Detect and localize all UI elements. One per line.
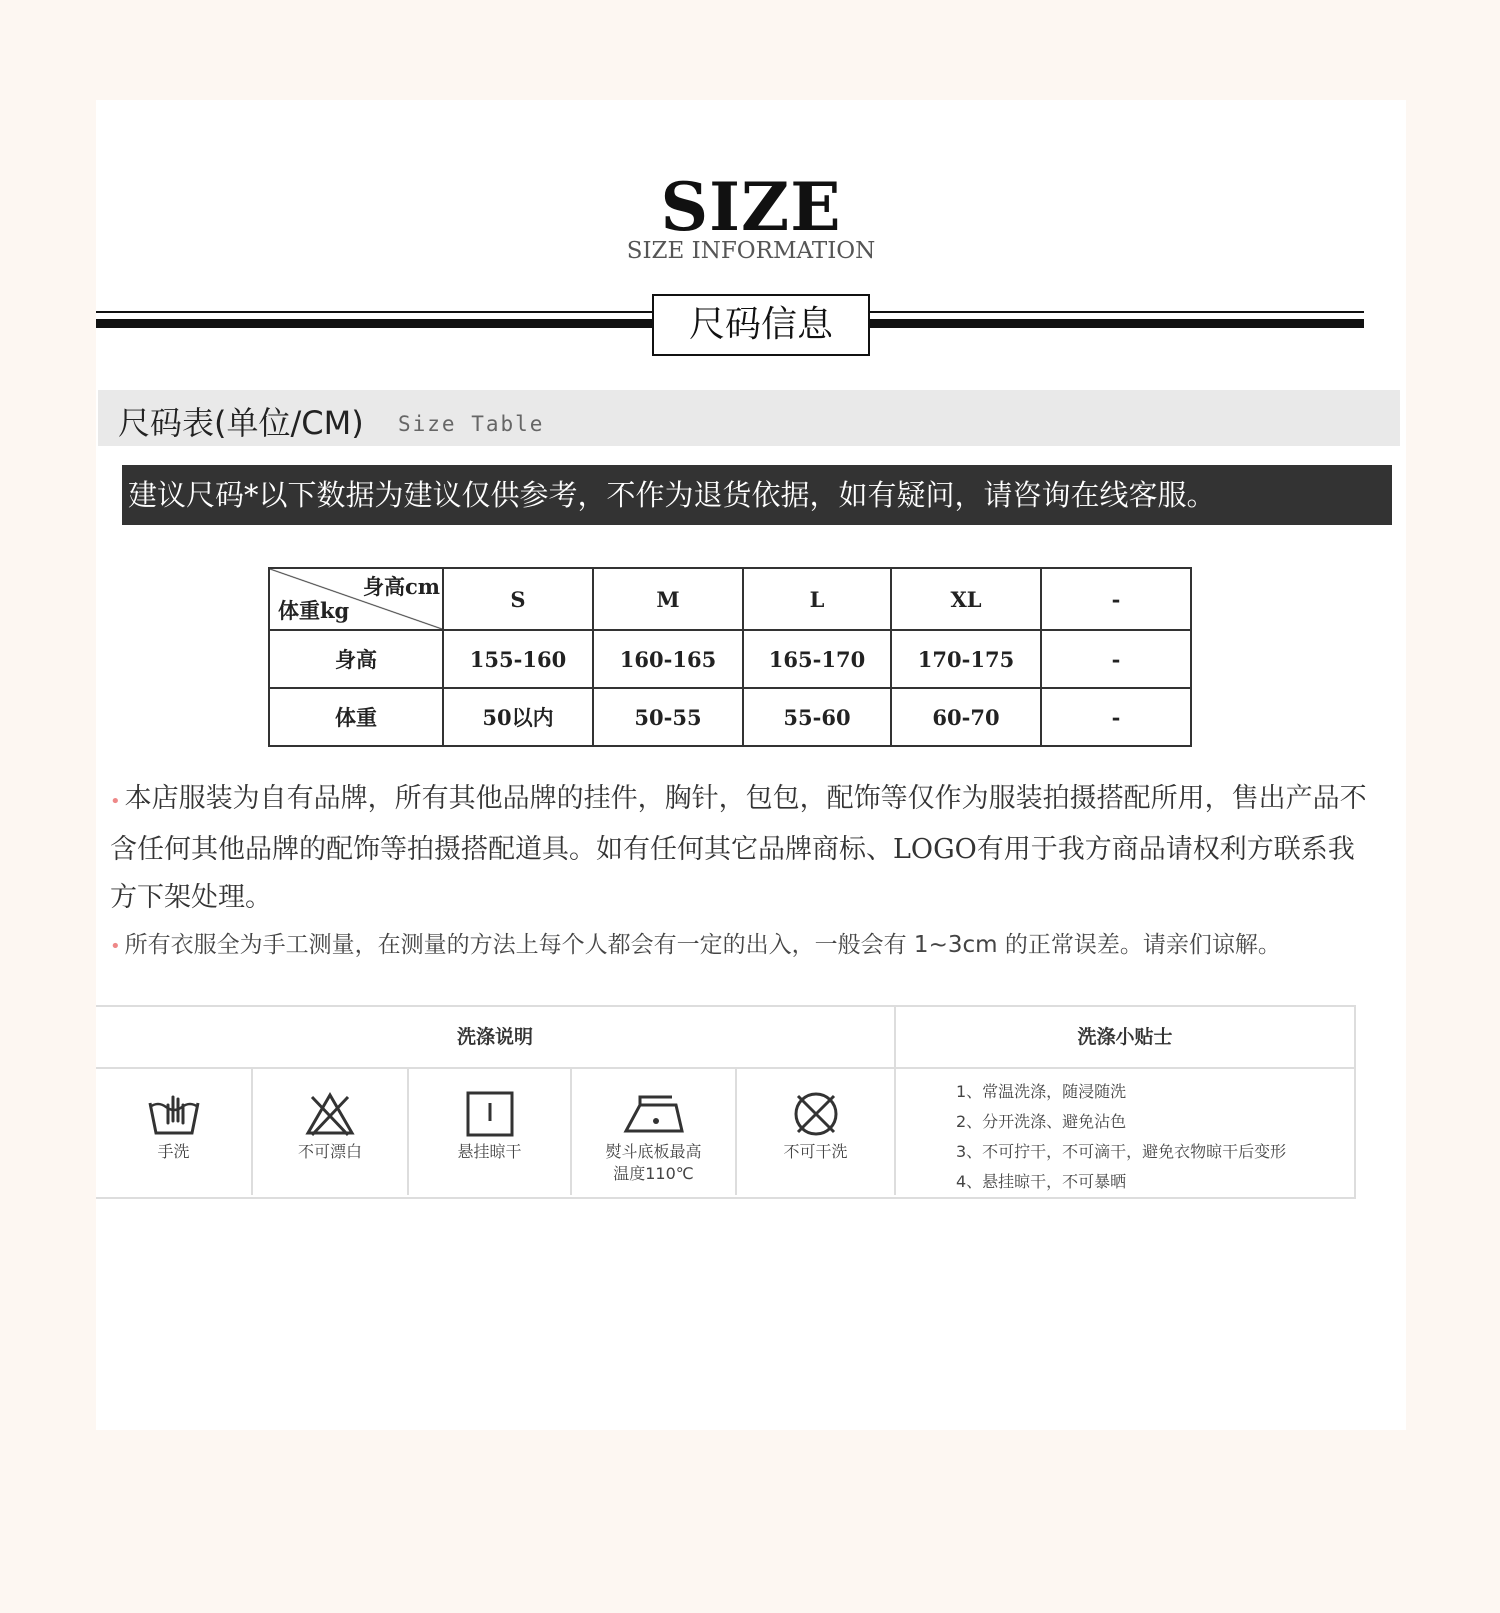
hand-wash-icon xyxy=(146,1091,202,1137)
care-item-hang-dry xyxy=(409,1069,572,1195)
hang-dry-icon xyxy=(462,1091,518,1137)
table-cell: 170-175 xyxy=(891,630,1041,688)
size-table-title: 尺码表(单位/CM) xyxy=(118,404,364,442)
list-item: 4、悬挂晾干，不可暴晒 xyxy=(956,1172,1127,1191)
divider-line-left-thin xyxy=(96,311,652,313)
page-title: SIZE xyxy=(660,168,842,246)
wash-tips-title: 洗涤小贴士 xyxy=(896,1007,1354,1069)
size-table xyxy=(268,567,1192,747)
care-section xyxy=(96,1005,1356,1199)
list-item: 1、常温洗涤，随浸随洗 xyxy=(956,1082,1127,1101)
size-header-s: S xyxy=(443,568,593,630)
list-item: 2、分开洗涤、避免沾色 xyxy=(956,1112,1127,1131)
corner-cell xyxy=(269,568,443,630)
care-item-iron xyxy=(572,1069,737,1195)
divider-line-left xyxy=(96,319,652,328)
table-cell: 50-55 xyxy=(593,688,743,746)
no-dry-clean-icon xyxy=(788,1091,844,1137)
care-item-no-bleach xyxy=(253,1069,409,1195)
table-cell: 60-70 xyxy=(891,688,1041,746)
bullet-icon: • xyxy=(110,936,121,957)
care-item-no-dry-clean xyxy=(737,1069,896,1195)
wash-tips-list xyxy=(956,1077,1286,1197)
care-label: 手洗 xyxy=(157,1142,190,1161)
corner-weight-label: 体重kg xyxy=(278,598,350,623)
table-cell: 55-60 xyxy=(743,688,891,746)
divider-line-right-thin xyxy=(866,311,1364,313)
table-cell: - xyxy=(1041,688,1191,746)
care-label-2: 温度110℃ xyxy=(613,1164,694,1183)
table-cell: 165-170 xyxy=(743,630,891,688)
row-label-weight: 体重 xyxy=(269,688,443,746)
bullet-icon: • xyxy=(110,791,121,812)
no-bleach-icon xyxy=(302,1091,358,1137)
wash-instructions-title: 洗涤说明 xyxy=(96,1007,896,1069)
size-table-subtitle: Size Table xyxy=(398,412,545,436)
table-header-row xyxy=(269,568,1191,630)
table-row xyxy=(269,688,1191,746)
brand-note-text: 本店服装为自有品牌，所有其他品牌的挂件，胸针，包包，配饰等仅作为服装拍摄搭配所用，售出产品不含任何其他品牌的配饰等拍摄搭配道具。如有任何其它品牌商标、LOGO有用于我方商品请权利方联系我方下架处理。 xyxy=(110,783,1367,913)
iron-icon xyxy=(622,1091,686,1137)
size-header-extra: - xyxy=(1041,568,1191,630)
table-row xyxy=(269,630,1191,688)
list-item: 3、不可拧干，不可滴干，避免衣物晾干后变形 xyxy=(956,1142,1287,1161)
corner-height-label: 身高cm xyxy=(362,574,440,599)
size-info-sheet xyxy=(96,100,1406,1430)
size-table-bar xyxy=(98,390,1400,446)
table-cell: 155-160 xyxy=(443,630,593,688)
table-cell: - xyxy=(1041,630,1191,688)
measure-note-text: 所有衣服全为手工测量，在测量的方法上每个人都会有一定的出入，一般会有 1~3cm 的正常误差。请亲们谅解。 xyxy=(124,932,1281,958)
table-cell: 160-165 xyxy=(593,630,743,688)
measure-note xyxy=(110,926,1400,959)
size-info-banner: 尺码信息 xyxy=(652,294,870,356)
care-item-hand-wash xyxy=(96,1069,253,1195)
size-header-m: M xyxy=(593,568,743,630)
size-notice: 建议尺码*以下数据为建议仅供参考，不作为退货依据，如有疑问，请咨询在线客服。 xyxy=(122,465,1392,525)
care-label: 熨斗底板最高 xyxy=(605,1142,702,1161)
size-header-l: L xyxy=(743,568,891,630)
divider-line-right xyxy=(866,319,1364,328)
care-label: 悬挂晾干 xyxy=(457,1142,522,1161)
size-header-xl: XL xyxy=(891,568,1041,630)
row-label-height: 身高 xyxy=(269,630,443,688)
brand-note xyxy=(110,775,1380,922)
page-subtitle: SIZE INFORMATION xyxy=(626,238,876,264)
table-cell: 50以内 xyxy=(443,688,593,746)
care-label: 不可干洗 xyxy=(783,1142,848,1161)
care-label: 不可漂白 xyxy=(297,1142,362,1161)
